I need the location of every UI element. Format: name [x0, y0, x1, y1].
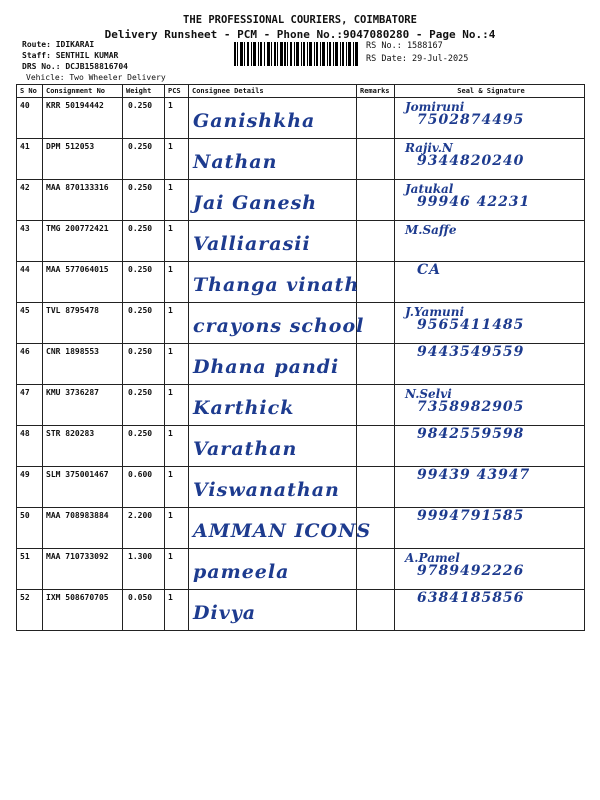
col-header-consignee: Consignee Details	[189, 85, 357, 98]
seal-signature-cell	[395, 139, 585, 180]
signature	[405, 223, 456, 235]
seal-signature-cell	[395, 303, 585, 344]
signature	[405, 141, 524, 169]
pieces-count: 1	[165, 590, 189, 631]
seal-signature-cell	[395, 221, 585, 262]
serial-number: 46	[17, 344, 43, 385]
seal-signature-cell	[395, 508, 585, 549]
weight-value: 0.600	[123, 467, 165, 508]
consignee-handwritten-name: Jai Ganesh	[193, 192, 318, 214]
consignee-details	[189, 590, 357, 631]
signature-phone: 9789492226	[417, 563, 525, 579]
weight-value: 0.250	[123, 221, 165, 262]
consignment-number: MAA 870133316	[43, 180, 123, 221]
consignee-handwritten-name: AMMAN ICONS	[193, 520, 372, 542]
signature	[405, 510, 524, 524]
consignment-number: MAA 577064015	[43, 262, 123, 303]
signature	[405, 305, 524, 333]
weight-value: 0.250	[123, 98, 165, 139]
consignee-details	[189, 426, 357, 467]
serial-number: 51	[17, 549, 43, 590]
signature	[405, 100, 524, 128]
remarks-cell	[357, 221, 395, 262]
runsheet-subtitle: Delivery Runsheet - PCM - Phone No.:9047080280 - Page No.:4	[104, 28, 496, 41]
remarks-cell	[357, 590, 395, 631]
staff-label: Staff: SENTHIL KUMAR	[22, 51, 119, 60]
signature-phone: 9994791585	[417, 508, 525, 524]
serial-number: 50	[17, 508, 43, 549]
signature	[405, 469, 530, 483]
remarks-cell	[357, 549, 395, 590]
signature-name: N.Selvi	[405, 387, 452, 401]
consignee-details	[189, 467, 357, 508]
table-row	[17, 180, 585, 221]
remarks-cell	[357, 180, 395, 221]
signature	[405, 387, 524, 415]
pieces-count: 1	[165, 303, 189, 344]
remarks-cell	[357, 508, 395, 549]
signature-phone: 99946 42231	[417, 194, 531, 210]
seal-signature-cell	[395, 426, 585, 467]
consignment-number: KRR 50194442	[43, 98, 123, 139]
table-row	[17, 262, 585, 303]
col-header-remarks: Remarks	[357, 85, 395, 98]
rs-date: RS Date: 29-Jul-2025	[366, 54, 469, 64]
consignment-number: TVL 8795478	[43, 303, 123, 344]
col-header-consignment: Consignment No	[43, 85, 123, 98]
serial-number: 48	[17, 426, 43, 467]
company-title: THE PROFESSIONAL COURIERS, COIMBATORE	[183, 14, 417, 26]
consignee-handwritten-name: Thanga vinath	[193, 274, 360, 296]
remarks-cell	[357, 467, 395, 508]
table-row	[17, 590, 585, 631]
serial-number: 40	[17, 98, 43, 139]
consignee-details	[189, 385, 357, 426]
weight-value: 0.250	[123, 426, 165, 467]
consignee-handwritten-name: Viswanathan	[193, 479, 340, 501]
serial-number: 44	[17, 262, 43, 303]
seal-signature-cell	[395, 180, 585, 221]
table-row	[17, 344, 585, 385]
weight-value: 0.050	[123, 590, 165, 631]
serial-number: 49	[17, 467, 43, 508]
weight-value: 0.250	[123, 262, 165, 303]
signature-phone: 9565411485	[417, 317, 525, 333]
col-header-pcs: PCS	[165, 85, 189, 98]
remarks-cell	[357, 344, 395, 385]
table-row	[17, 303, 585, 344]
pieces-count: 1	[165, 344, 189, 385]
table-row	[17, 221, 585, 262]
signature-phone: 9443549559	[417, 344, 525, 360]
pieces-count: 1	[165, 98, 189, 139]
serial-number: 45	[17, 303, 43, 344]
signature-name: M.Saffe	[405, 223, 457, 237]
consignment-number: CNR 1898553	[43, 344, 123, 385]
table-row	[17, 385, 585, 426]
signature-name: J.Yamuni	[405, 305, 465, 319]
signature	[405, 428, 524, 442]
signature-phone: CA	[417, 262, 442, 278]
consignment-number: TMG 200772421	[43, 221, 123, 262]
consignee-details	[189, 549, 357, 590]
signature-name: Rajiv.N	[405, 141, 453, 155]
pieces-count: 1	[165, 508, 189, 549]
pieces-count: 1	[165, 180, 189, 221]
remarks-cell	[357, 385, 395, 426]
consignee-details	[189, 180, 357, 221]
pieces-count: 1	[165, 262, 189, 303]
signature-phone: 9842559598	[417, 426, 525, 442]
consignee-details	[189, 262, 360, 303]
weight-value: 0.250	[123, 344, 165, 385]
col-header-seal: Seal & Signature	[395, 85, 585, 98]
consignment-number: IXM 508670705	[43, 590, 123, 631]
runsheet-table	[16, 84, 585, 631]
consignee-details	[189, 221, 357, 262]
consignee-details	[189, 508, 372, 549]
weight-value: 0.250	[123, 303, 165, 344]
consignee-handwritten-name: Nathan	[193, 151, 278, 173]
signature-name: A.Pamel	[405, 551, 460, 565]
consignment-number: MAA 710733092	[43, 549, 123, 590]
rs-number: RS No.: 1588167	[366, 41, 443, 51]
signature	[405, 346, 524, 360]
serial-number: 43	[17, 221, 43, 262]
consignment-number: SLM 375001467	[43, 467, 123, 508]
seal-signature-cell	[395, 590, 585, 631]
signature-phone: 6384185856	[417, 590, 525, 606]
signature-phone: 9344820240	[417, 153, 525, 169]
route-label: Route: IDIKARAI	[22, 40, 95, 49]
signature-phone: 7358982905	[417, 399, 525, 415]
col-header-sno: S No	[17, 85, 43, 98]
remarks-cell	[357, 98, 395, 139]
table-row	[17, 549, 585, 590]
pieces-count: 1	[165, 426, 189, 467]
weight-value: 0.250	[123, 385, 165, 426]
remarks-cell	[357, 139, 395, 180]
signature-name: Jomiruni	[405, 100, 465, 114]
signature	[405, 592, 524, 606]
vehicle-label: Vehicle: Two Wheeler Delivery	[26, 73, 166, 82]
table-row	[17, 426, 585, 467]
table-row	[17, 508, 585, 549]
weight-value: 2.200	[123, 508, 165, 549]
consignee-handwritten-name: pameela	[193, 561, 290, 583]
consignment-number: DPM 512053	[43, 139, 123, 180]
serial-number: 41	[17, 139, 43, 180]
barcode-image	[234, 42, 358, 66]
weight-value: 0.250	[123, 139, 165, 180]
table-row	[17, 139, 585, 180]
consignee-handwritten-name: Karthick	[193, 397, 295, 419]
signature-phone: 99439 43947	[417, 467, 531, 483]
consignee-handwritten-name: Ganishkha	[193, 110, 316, 132]
consignee-details	[189, 303, 365, 344]
signature	[405, 264, 441, 278]
consignment-number: KMU 3736287	[43, 385, 123, 426]
table-row	[17, 467, 585, 508]
consignment-number: STR 820283	[43, 426, 123, 467]
pieces-count: 1	[165, 221, 189, 262]
consignee-handwritten-name: Valliarasii	[193, 233, 311, 255]
table-row	[17, 98, 585, 139]
consignee-details	[189, 98, 357, 139]
pieces-count: 1	[165, 467, 189, 508]
consignee-details	[189, 139, 357, 180]
remarks-cell	[357, 262, 395, 303]
col-header-weight: Weight	[123, 85, 165, 98]
seal-signature-cell	[395, 98, 585, 139]
serial-number: 52	[17, 590, 43, 631]
consignee-handwritten-name: crayons school	[193, 315, 365, 337]
weight-value: 0.250	[123, 180, 165, 221]
signature	[405, 551, 524, 579]
pieces-count: 1	[165, 139, 189, 180]
consignment-number: MAA 708983884	[43, 508, 123, 549]
consignee-handwritten-name: Divya	[193, 602, 257, 624]
pieces-count: 1	[165, 385, 189, 426]
pieces-count: 1	[165, 549, 189, 590]
signature-name: Jatukal	[405, 182, 454, 196]
seal-signature-cell	[395, 344, 585, 385]
remarks-cell	[357, 303, 395, 344]
serial-number: 42	[17, 180, 43, 221]
remarks-cell	[357, 426, 395, 467]
consignee-handwritten-name: Varathan	[193, 438, 298, 460]
serial-number: 47	[17, 385, 43, 426]
seal-signature-cell	[395, 467, 585, 508]
seal-signature-cell	[395, 385, 585, 426]
signature-phone: 7502874495	[417, 112, 525, 128]
consignee-handwritten-name: Dhana pandi	[193, 356, 340, 378]
table-header-row	[17, 85, 585, 98]
seal-signature-cell	[395, 549, 585, 590]
seal-signature-cell	[395, 262, 585, 303]
signature	[405, 182, 530, 210]
drs-number: DRS No.: DCJB158816704	[22, 62, 128, 71]
weight-value: 1.300	[123, 549, 165, 590]
consignee-details	[189, 344, 357, 385]
